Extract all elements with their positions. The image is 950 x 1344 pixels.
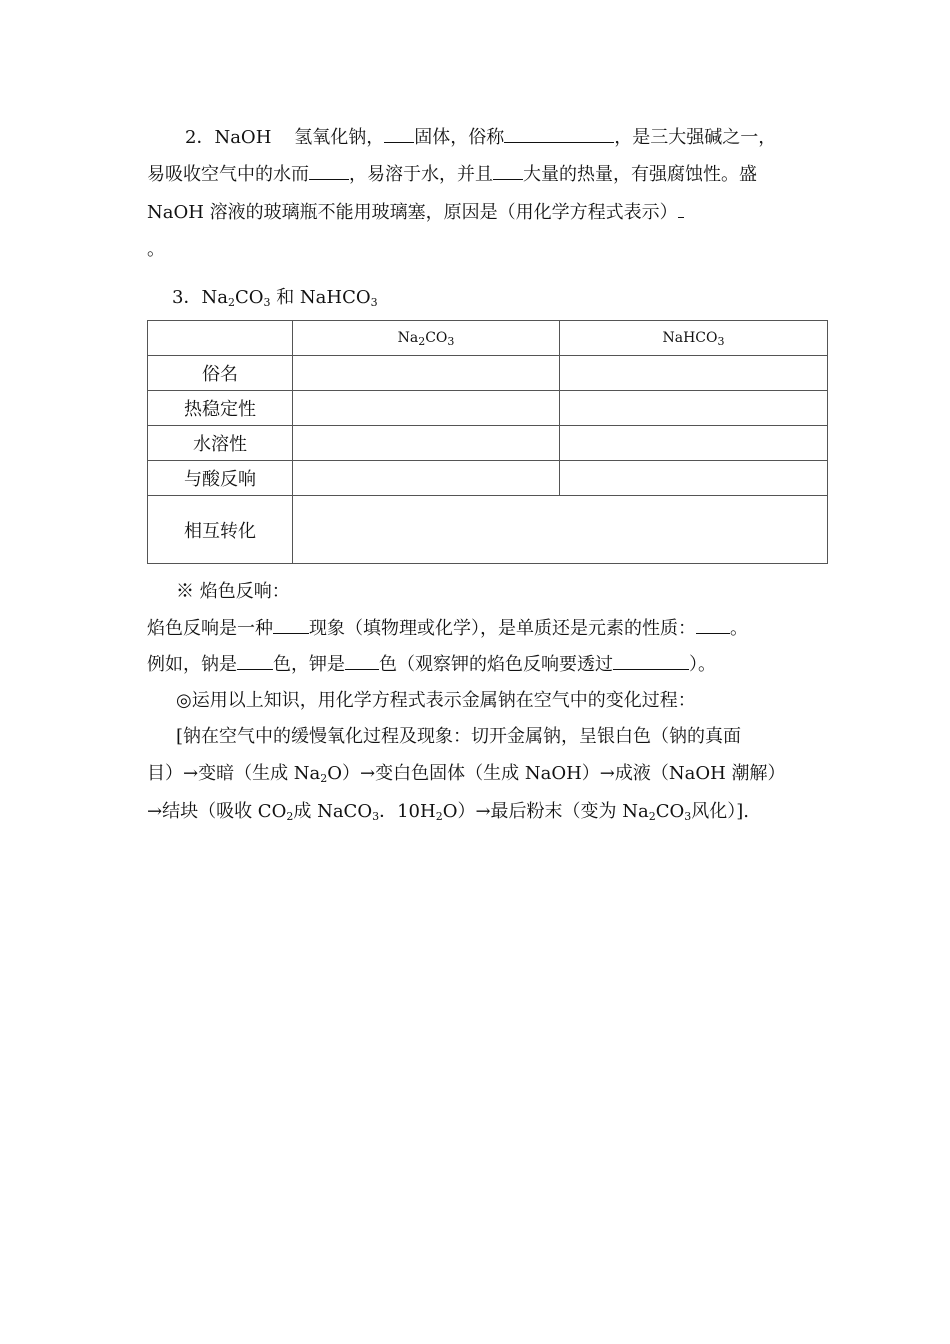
section-2-line-2 [147, 161, 757, 188]
blank-sodium-color[interactable] [237, 651, 273, 670]
row-label: 与酸反响 [148, 461, 293, 496]
flame-title-text: ※ 焰色反响： [176, 581, 290, 602]
blank-equation[interactable] [678, 199, 684, 218]
subscript: 2 [418, 335, 426, 348]
table-row [148, 496, 828, 564]
text-part: ．10H [379, 801, 436, 822]
row-label: 水溶性 [148, 426, 293, 461]
text-corrosive: 大量的热量，有强腐蚀性。盛 [523, 164, 757, 185]
text-absorb: 易吸收空气中的水而 [147, 164, 309, 185]
text-part: →结块（吸收 CO [147, 801, 287, 822]
blank-common-name[interactable] [504, 124, 614, 143]
subscript: 2 [227, 296, 235, 309]
table-header-row [148, 321, 828, 356]
blank-phenomenon[interactable] [273, 615, 309, 634]
formula-part: Na [397, 330, 419, 346]
blank-potassium-color[interactable] [345, 651, 379, 670]
row-label: 俗名 [148, 356, 293, 391]
formula-part: NaHCO [299, 287, 371, 308]
formula-part: CO [425, 330, 448, 346]
text-part: 风化）]. [691, 801, 750, 822]
section-number: 3． [172, 287, 202, 308]
text-glass-stopper: NaOH 溶液的玻璃瓶不能用玻璃塞，原因是（用化学方程式表示） [147, 202, 678, 223]
flame-line-1 [147, 615, 748, 642]
flame-line-2 [147, 651, 716, 678]
subscript: 2 [435, 810, 443, 823]
subscript: 2 [286, 810, 294, 823]
comparison-table [147, 320, 828, 564]
period: 。 [730, 618, 748, 639]
formula-part: Na [201, 287, 228, 308]
text-part: 成 NaCO [293, 801, 373, 822]
table-cell[interactable] [560, 356, 828, 391]
subscript: 3 [447, 335, 455, 348]
section-2-line-3 [147, 199, 684, 226]
text-strong-base: ，是三大强碱之一， [614, 127, 777, 148]
text-common-name: 固体，俗称 [414, 127, 505, 148]
subscript: 3 [263, 296, 271, 309]
blank-deliquesce[interactable] [309, 161, 349, 180]
text-part: 目）→变暗（生成 Na [147, 763, 321, 784]
formula-part: CO [234, 287, 264, 308]
apply-line-3 [147, 761, 786, 787]
section-2-line-4 [147, 237, 165, 263]
table-row [148, 426, 828, 461]
text-part: CO [655, 801, 685, 822]
subscript: 3 [717, 335, 725, 348]
apply-line-1 [176, 688, 696, 714]
row-label: 热稳定性 [148, 391, 293, 426]
section-2-line-1 [185, 124, 776, 151]
conjunction: 和 [270, 287, 300, 308]
apply-process-1: [钠在空气中的缓慢氧化过程及现象：切开金属钠，呈银白色（钠的真面 [176, 726, 742, 747]
table-cell[interactable] [293, 426, 560, 461]
header-empty-cell [148, 321, 293, 356]
text-observe: 色（观察钾的焰色反响要透过 [379, 654, 613, 675]
blank-property[interactable] [696, 615, 730, 634]
table-row [148, 461, 828, 496]
subscript: 2 [320, 772, 328, 785]
text-flame-is: 焰色反响是一种 [147, 618, 273, 639]
text-phenomenon: 现象（填物理或化学），是单质还是元素的性质： [309, 618, 696, 639]
apply-instruction: ◎运用以上知识，用化学方程式表示金属钠在空气中的变化过程： [176, 690, 696, 711]
text-potassium: 色，钾是 [273, 654, 345, 675]
subscript: 3 [684, 810, 692, 823]
section-3-heading [172, 285, 378, 311]
section-number: 2． [185, 127, 215, 148]
naoh-name: 氢氧化钠， [294, 127, 385, 148]
blank-glass[interactable] [613, 651, 689, 670]
header-nahco3 [560, 321, 828, 356]
table-cell[interactable] [560, 426, 828, 461]
text-part: O）→最后粉末（变为 Na [442, 801, 649, 822]
formula-part: NaHCO [662, 330, 718, 346]
table-row [148, 391, 828, 426]
text-close: ）。 [689, 654, 716, 675]
period: 。 [147, 239, 165, 260]
subscript: 2 [648, 810, 656, 823]
header-na2co3 [293, 321, 560, 356]
text-dissolve: ，易溶于水，并且 [349, 164, 493, 185]
apply-line-4 [147, 799, 749, 825]
subscript: 3 [370, 296, 378, 309]
text-sodium: 例如，钠是 [147, 654, 237, 675]
table-row [148, 356, 828, 391]
blank-state[interactable] [384, 124, 414, 143]
row-label: 相互转化 [148, 496, 293, 564]
naoh-formula: NaOH [214, 127, 272, 148]
table-cell[interactable] [293, 461, 560, 496]
table-cell[interactable] [560, 461, 828, 496]
table-cell[interactable] [293, 391, 560, 426]
blank-heat[interactable] [493, 161, 523, 180]
table-cell[interactable] [293, 356, 560, 391]
flame-title [176, 579, 290, 605]
table-cell[interactable] [293, 496, 828, 564]
apply-line-2 [176, 724, 741, 750]
table-cell[interactable] [560, 391, 828, 426]
subscript: 3 [372, 810, 380, 823]
text-part: O）→变白色固体（生成 NaOH）→成液（NaOH 潮解） [327, 763, 786, 784]
